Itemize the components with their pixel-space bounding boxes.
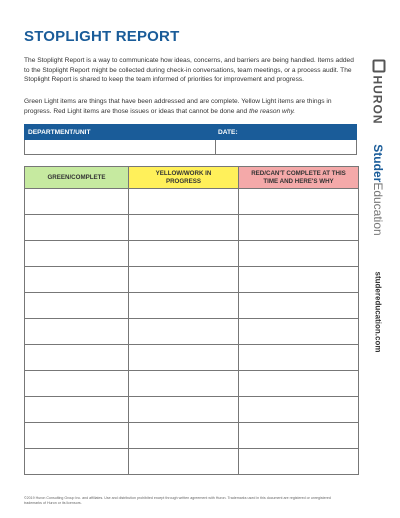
website-url: studereducation.com [373,271,383,353]
yellow-cell[interactable] [129,397,239,423]
table-row [25,241,359,267]
studer-wordmark: Studer [371,144,385,183]
page-title: STOPLIGHT REPORT [24,28,180,45]
table-row [25,319,359,345]
studer-education-logo [371,144,385,235]
red-cell[interactable] [239,397,359,423]
table-row [25,189,359,215]
green-cell[interactable] [25,189,129,215]
department-date-form [24,124,357,155]
table-row [25,449,359,475]
yellow-cell[interactable] [129,423,239,449]
red-cell[interactable] [239,423,359,449]
education-wordmark: Education [371,182,385,236]
green-cell[interactable] [25,319,129,345]
yellow-cell[interactable] [129,267,239,293]
yellow-cell[interactable] [129,449,239,475]
huron-logo-icon [373,60,386,73]
table-row [25,293,359,319]
table-row [25,267,359,293]
table-header-row [25,167,359,189]
red-cell[interactable] [239,267,359,293]
red-cell[interactable] [239,345,359,371]
department-label: DEPARTMENT/UNIT [28,129,91,136]
yellow-cell[interactable] [129,189,239,215]
brand-sidebar [366,0,390,518]
red-cell[interactable] [239,215,359,241]
department-date-fields [24,140,357,155]
red-cell[interactable] [239,189,359,215]
stoplight-table [24,166,359,475]
table-row [25,371,359,397]
copyright-footer: ©2019 Huron Consulting Group Inc. and affiliates. Use and distribution prohibited except through written agreement with Huron. Trademarks used in this document are registered or unregistered trademarks of Huron or its licensors. [24,496,331,505]
huron-wordmark: HURON [370,75,385,125]
table-row [25,215,359,241]
date-field[interactable] [216,140,356,154]
green-cell[interactable] [25,449,129,475]
yellow-cell[interactable] [129,345,239,371]
green-cell[interactable] [25,293,129,319]
green-cell[interactable] [25,267,129,293]
date-label: DATE: [218,129,238,136]
red-cell[interactable] [239,241,359,267]
huron-logo [371,60,386,125]
table-row [25,345,359,371]
green-cell[interactable] [25,423,129,449]
definitions-italic-text: the reason why. [249,107,296,115]
green-cell[interactable] [25,371,129,397]
department-date-header [24,124,357,140]
yellow-cell[interactable] [129,371,239,397]
red-cell[interactable] [239,371,359,397]
red-cell[interactable] [239,319,359,345]
yellow-header-text: YELLOW/WORK IN PROGRESS [155,169,212,185]
definitions-paragraph [24,97,354,116]
green-complete-header: GREEN/COMPLETE [25,167,129,189]
yellow-cell[interactable] [129,293,239,319]
green-cell[interactable] [25,397,129,423]
red-cell[interactable] [239,293,359,319]
yellow-cell[interactable] [129,241,239,267]
red-cell[interactable] [239,449,359,475]
yellow-in-progress-header [129,167,239,189]
definitions-text: Green Light items are things that have been addressed and are complete. Yellow Light items are things in progress. Red Light items are those issues or ideas that cannot be done and [24,98,332,115]
green-cell[interactable] [25,215,129,241]
red-cant-complete-header [239,167,359,189]
table-row [25,423,359,449]
yellow-cell[interactable] [129,215,239,241]
department-field[interactable] [25,140,215,154]
table-row [25,397,359,423]
green-cell[interactable] [25,345,129,371]
red-header-text: RED/CAN'T COMPLETE AT THIS TIME AND HERE'S WHY [251,169,346,185]
intro-paragraph: The Stoplight Report is a way to communicate how ideas, concerns, and barriers are being handled. Items added to the Stoplight Report might be collected during check-in conversations, team meetings, or a process audit. The Stoplight Report is shared to keep the team informed of priorities for improvement and progress. [24,57,354,84]
yellow-cell[interactable] [129,319,239,345]
green-cell[interactable] [25,241,129,267]
